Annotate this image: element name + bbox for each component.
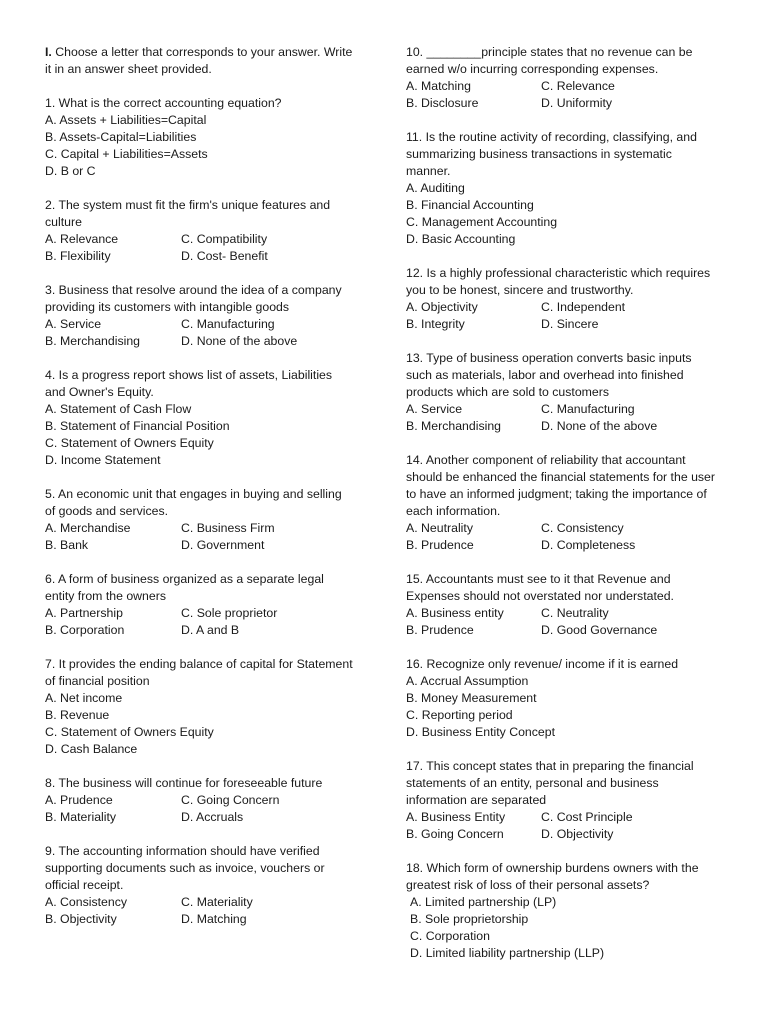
question-text: 16. Recognize only revenue/ income if it is earned: [406, 657, 679, 671]
question-13: [406, 350, 731, 435]
question-text: to have an informed judgment; taking the importance of: [406, 487, 707, 501]
question-2: [45, 197, 370, 265]
question-text: should be enhanced the financial statements for the user: [406, 470, 715, 484]
answer-option: B. Objectivity: [45, 912, 117, 926]
option-row: [406, 605, 731, 622]
answer-option: C. Consistency: [541, 521, 624, 535]
instructions-block: [45, 44, 370, 78]
question-18: [406, 860, 731, 962]
answer-option: D. None of the above: [541, 419, 658, 433]
answer-option: D. Matching: [181, 912, 247, 926]
question-text: of goods and services.: [45, 504, 169, 518]
answer-option: B. Disclosure: [406, 96, 479, 110]
answer-option: B. Integrity: [406, 317, 465, 331]
question-text: such as materials, labor and overhead into finished: [406, 368, 684, 382]
answer-option: A. Prudence: [45, 793, 113, 807]
answer-option: A. Service: [45, 317, 102, 331]
question-text: you to be honest, sincere and trustworthy.: [406, 283, 634, 297]
instructions-line: [45, 44, 370, 61]
question-15: [406, 571, 731, 639]
answer-option: C. Statement of Owners Equity: [45, 436, 214, 450]
answer-option: C. Manufacturing: [541, 402, 635, 416]
question-12: [406, 265, 731, 333]
answer-option: A. Assets + Liabilities=Capital: [45, 113, 207, 127]
answer-option: C. Corporation: [410, 929, 490, 943]
question-16: [406, 656, 731, 741]
question-text: 6. A form of business organized as a separate legal: [45, 572, 324, 586]
question-text: information are separated: [406, 793, 547, 807]
question-text: 12. Is a highly professional characteristic which requires: [406, 266, 711, 280]
question-1: [45, 95, 370, 180]
option-row: [45, 792, 370, 809]
question-text: 10. ________principle states that no revenue can be: [406, 45, 693, 59]
question-10: [406, 44, 731, 112]
question-8: [45, 775, 370, 826]
answer-option: C. Capital + Liabilities=Assets: [45, 147, 208, 161]
answer-option: C. Independent: [541, 300, 626, 314]
left-column: [45, 44, 370, 945]
question-text: 2. The system must fit the firm's unique features and: [45, 198, 331, 212]
answer-option: B. Corporation: [45, 623, 125, 637]
option-row: [45, 333, 370, 350]
answer-option: B. Statement of Financial Position: [45, 419, 230, 433]
answer-option: D. A and B: [181, 623, 240, 637]
option-row: [45, 248, 370, 265]
question-7: [45, 656, 370, 758]
option-row: [406, 826, 731, 843]
answer-option: C. Statement of Owners Equity: [45, 725, 214, 739]
question-text: 4. Is a progress report shows list of assets, Liabilities: [45, 368, 333, 382]
answer-option: B. Sole proprietorship: [410, 912, 529, 926]
instructions-text: Choose a letter that corresponds to your answer. Write: [55, 45, 353, 59]
option-row: [406, 520, 731, 537]
question-text: summarizing business transactions in systematic: [406, 147, 672, 161]
answer-option: C. Neutrality: [541, 606, 609, 620]
answer-option: C. Management Accounting: [406, 215, 558, 229]
answer-option: A. Business entity: [406, 606, 504, 620]
question-17: [406, 758, 731, 843]
question-text: each information.: [406, 504, 501, 518]
option-row: [406, 622, 731, 639]
option-row: [45, 537, 370, 554]
question-14: [406, 452, 731, 554]
question-text: culture: [45, 215, 82, 229]
answer-option: B. Materiality: [45, 810, 117, 824]
answer-option: B. Prudence: [406, 538, 474, 552]
answer-option: D. Sincere: [541, 317, 599, 331]
option-row: [45, 809, 370, 826]
question-text: 18. Which form of ownership burdens owners with the: [406, 861, 699, 875]
question-text: supporting documents such as invoice, vouchers or: [45, 861, 325, 875]
answer-option: A. Limited partnership (LP): [410, 895, 557, 909]
answer-option: D. Cash Balance: [45, 742, 138, 756]
answer-option: C. Manufacturing: [181, 317, 275, 331]
answer-option: D. Limited liability partnership (LLP): [410, 946, 605, 960]
answer-option: D. B or C: [45, 164, 96, 178]
answer-option: D. Objectivity: [541, 827, 614, 841]
answer-option: D. Business Entity Concept: [406, 725, 555, 739]
answer-option: B. Flexibility: [45, 249, 111, 263]
question-text: 5. An economic unit that engages in buying and selling: [45, 487, 342, 501]
answer-option: A. Statement of Cash Flow: [45, 402, 192, 416]
answer-option: B. Merchandising: [45, 334, 141, 348]
question-text: 17. This concept states that in preparing the financial: [406, 759, 694, 773]
answer-option: C. Materiality: [181, 895, 253, 909]
answer-option: B. Assets-Capital=Liabilities: [45, 130, 197, 144]
option-row: [45, 894, 370, 911]
question-text: statements of an entity, personal and business: [406, 776, 659, 790]
question-text: and Owner's Equity.: [45, 385, 154, 399]
question-text: products which are sold to customers: [406, 385, 609, 399]
option-row: [406, 537, 731, 554]
option-row: [406, 401, 731, 418]
option-row: [45, 911, 370, 928]
question-text: Expenses should not overstated nor understated.: [406, 589, 674, 603]
answer-option: A. Business Entity: [406, 810, 506, 824]
question-text: 7. It provides the ending balance of capital for Statement: [45, 657, 353, 671]
answer-option: A. Merchandise: [45, 521, 131, 535]
answer-option: C. Business Firm: [181, 521, 275, 535]
question-text: of financial position: [45, 674, 150, 688]
answer-option: D. None of the above: [181, 334, 298, 348]
answer-option: D. Basic Accounting: [406, 232, 516, 246]
answer-option: B. Going Concern: [406, 827, 504, 841]
answer-option: A. Consistency: [45, 895, 128, 909]
answer-option: C. Relevance: [541, 79, 615, 93]
option-row: [45, 605, 370, 622]
answer-option: A. Partnership: [45, 606, 123, 620]
option-row: [45, 231, 370, 248]
question-text: 9. The accounting information should have verified: [45, 844, 320, 858]
question-6: [45, 571, 370, 639]
answer-option: C. Compatibility: [181, 232, 268, 246]
question-11: [406, 129, 731, 248]
answer-option: B. Financial Accounting: [406, 198, 534, 212]
question-text: earned w/o incurring corresponding expenses.: [406, 62, 659, 76]
question-text: 15. Accountants must see to it that Revenue and: [406, 572, 671, 586]
answer-option: D. Income Statement: [45, 453, 161, 467]
answer-option: B. Money Measurement: [406, 691, 537, 705]
question-text: 3. Business that resolve around the idea of a company: [45, 283, 342, 297]
question-3: [45, 282, 370, 350]
question-text: 11. Is the routine activity of recording, classifying, and: [406, 130, 697, 144]
answer-option: D. Cost- Benefit: [181, 249, 268, 263]
option-row: [406, 418, 731, 435]
option-row: [45, 622, 370, 639]
answer-option: D. Completeness: [541, 538, 636, 552]
answer-option: A. Neutrality: [406, 521, 473, 535]
option-row: [406, 78, 731, 95]
answer-option: D. Uniformity: [541, 96, 613, 110]
section-number: I.: [45, 45, 52, 59]
instructions-line: it in an answer sheet provided.: [45, 62, 212, 76]
question-text: entity from the owners: [45, 589, 166, 603]
answer-option: D. Good Governance: [541, 623, 658, 637]
question-text: official receipt.: [45, 878, 124, 892]
answer-option: A. Objectivity: [406, 300, 478, 314]
question-4: [45, 367, 370, 469]
answer-option: A. Net income: [45, 691, 123, 705]
answer-option: A. Relevance: [45, 232, 119, 246]
question-9: [45, 843, 370, 928]
answer-option: A. Accrual Assumption: [406, 674, 529, 688]
option-row: [406, 95, 731, 112]
answer-option: B. Bank: [45, 538, 89, 552]
answer-option: A. Matching: [406, 79, 471, 93]
question-5: [45, 486, 370, 554]
option-row: [406, 809, 731, 826]
question-text: greatest risk of loss of their personal assets?: [406, 878, 650, 892]
option-row: [406, 316, 731, 333]
option-row: [45, 520, 370, 537]
answer-option: A. Auditing: [406, 181, 465, 195]
answer-option: A. Service: [406, 402, 463, 416]
question-text: 1. What is the correct accounting equation?: [45, 96, 282, 110]
question-text: providing its customers with intangible goods: [45, 300, 290, 314]
answer-option: B. Merchandising: [406, 419, 502, 433]
option-row: [406, 299, 731, 316]
question-text: 8. The business will continue for foreseeable future: [45, 776, 323, 790]
answer-option: B. Prudence: [406, 623, 474, 637]
question-text: manner.: [406, 164, 451, 178]
answer-option: C. Sole proprietor: [181, 606, 278, 620]
answer-option: D. Accruals: [181, 810, 244, 824]
answer-option: D. Government: [181, 538, 265, 552]
answer-option: C. Reporting period: [406, 708, 513, 722]
question-text: 13. Type of business operation converts basic inputs: [406, 351, 692, 365]
option-row: [45, 316, 370, 333]
question-text: 14. Another component of reliability that accountant: [406, 453, 686, 467]
answer-option: C. Going Concern: [181, 793, 280, 807]
answer-option: C. Cost Principle: [541, 810, 633, 824]
right-column: [406, 44, 731, 979]
answer-option: B. Revenue: [45, 708, 110, 722]
